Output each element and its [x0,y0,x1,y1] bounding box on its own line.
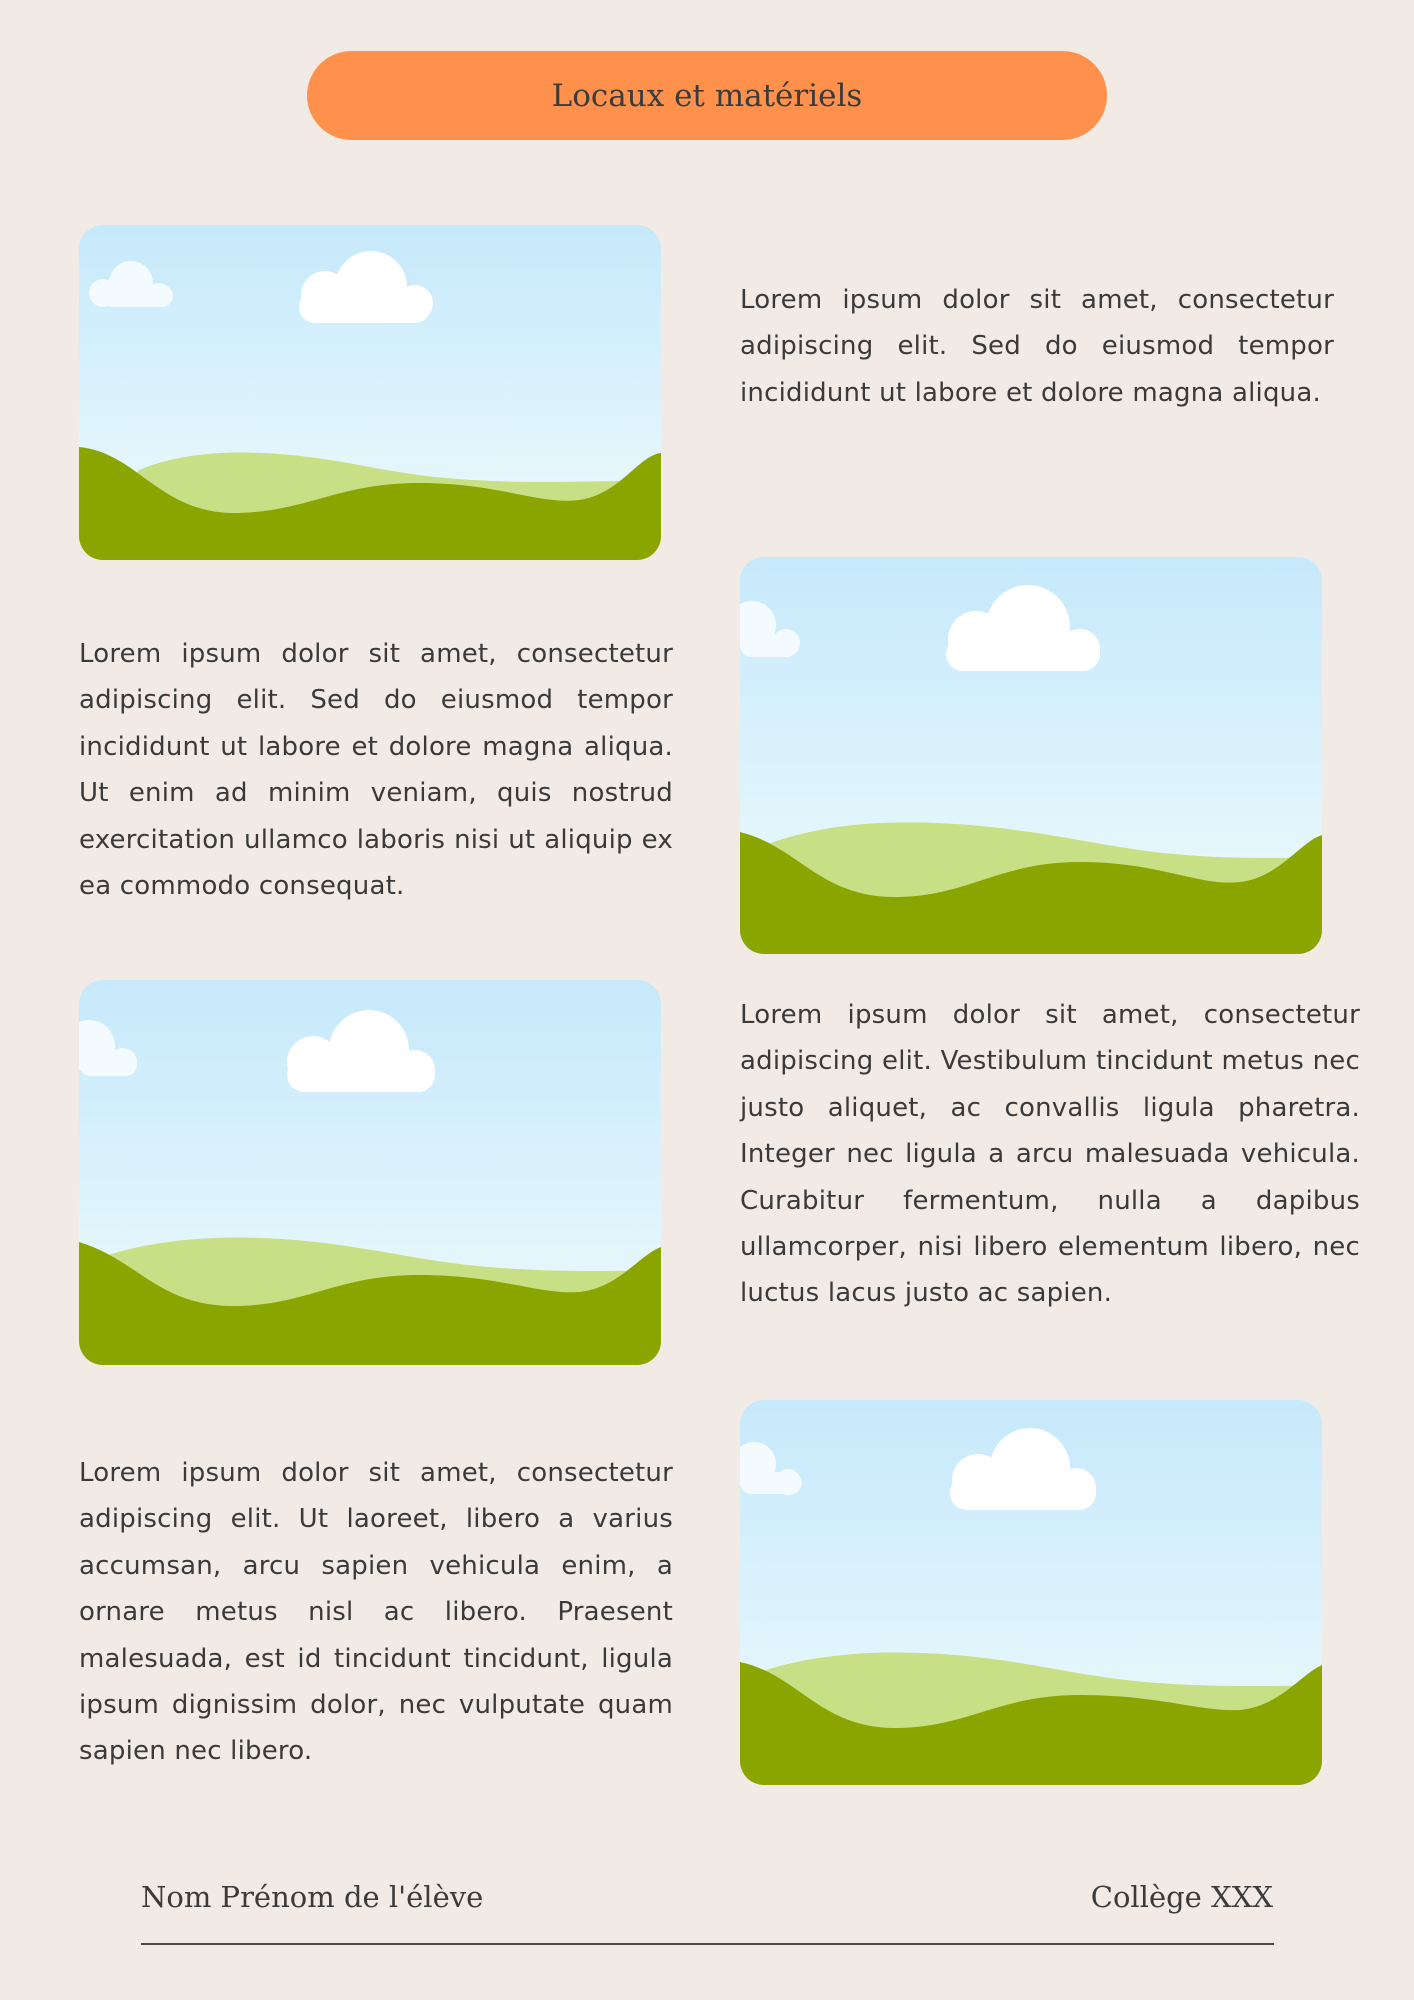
section-paragraph-3: Lorem ipsum dolor sit amet, consectetur adipiscing elit. Vestibulum tincidunt metus nec justo aliquet, ac convallis ligula pharetra. Integer nec ligula a arcu malesuada vehicula. Curabitur fermentum, nulla a dapibus ullamcorper, nisi libero elementum libero, nec luctus lacus justo ac sapien. [740,1000,1360,1309]
landscape-placeholder-icon [740,1400,1322,1785]
footer-student-name: Nom Prénom de l'élève [141,1880,484,1914]
landscape-placeholder-icon [79,980,661,1365]
landscape-image-4 [740,1400,1322,1785]
section-paragraph-4: Lorem ipsum dolor sit amet, consectetur adipiscing elit. Ut laoreet, libero a varius accumsan, arcu sapien vehicula enim, a ornare metus nisl ac libero. Praesent malesuada, est id tincidunt tincidunt, ligula ipsum dignissim dolor, nec vulputate quam sapien nec libero. [79,1458,673,1767]
landscape-image-1 [79,225,661,560]
page-title: Locaux et matériels [551,77,863,114]
page-title-banner [307,51,1107,140]
section-paragraph-2: Lorem ipsum dolor sit amet, consectetur adipiscing elit. Sed do eiusmod tempor incididunt ut labore et dolore magna aliqua. Ut enim ad minim veniam, quis nostrud exercitation ullamco laboris nisi ut aliquip ex ea commodo consequat. [79,639,673,902]
footer-school-name: Collège XXX [1090,1880,1273,1914]
landscape-placeholder-icon [79,225,661,560]
landscape-image-2 [740,557,1322,954]
landscape-image-3 [79,980,661,1365]
footer-divider [141,1943,1274,1945]
landscape-placeholder-icon [740,557,1322,954]
section-paragraph-1: Lorem ipsum dolor sit amet, consectetur adipiscing elit. Sed do eiusmod tempor incididunt ut labore et dolore magna aliqua. [740,285,1334,408]
